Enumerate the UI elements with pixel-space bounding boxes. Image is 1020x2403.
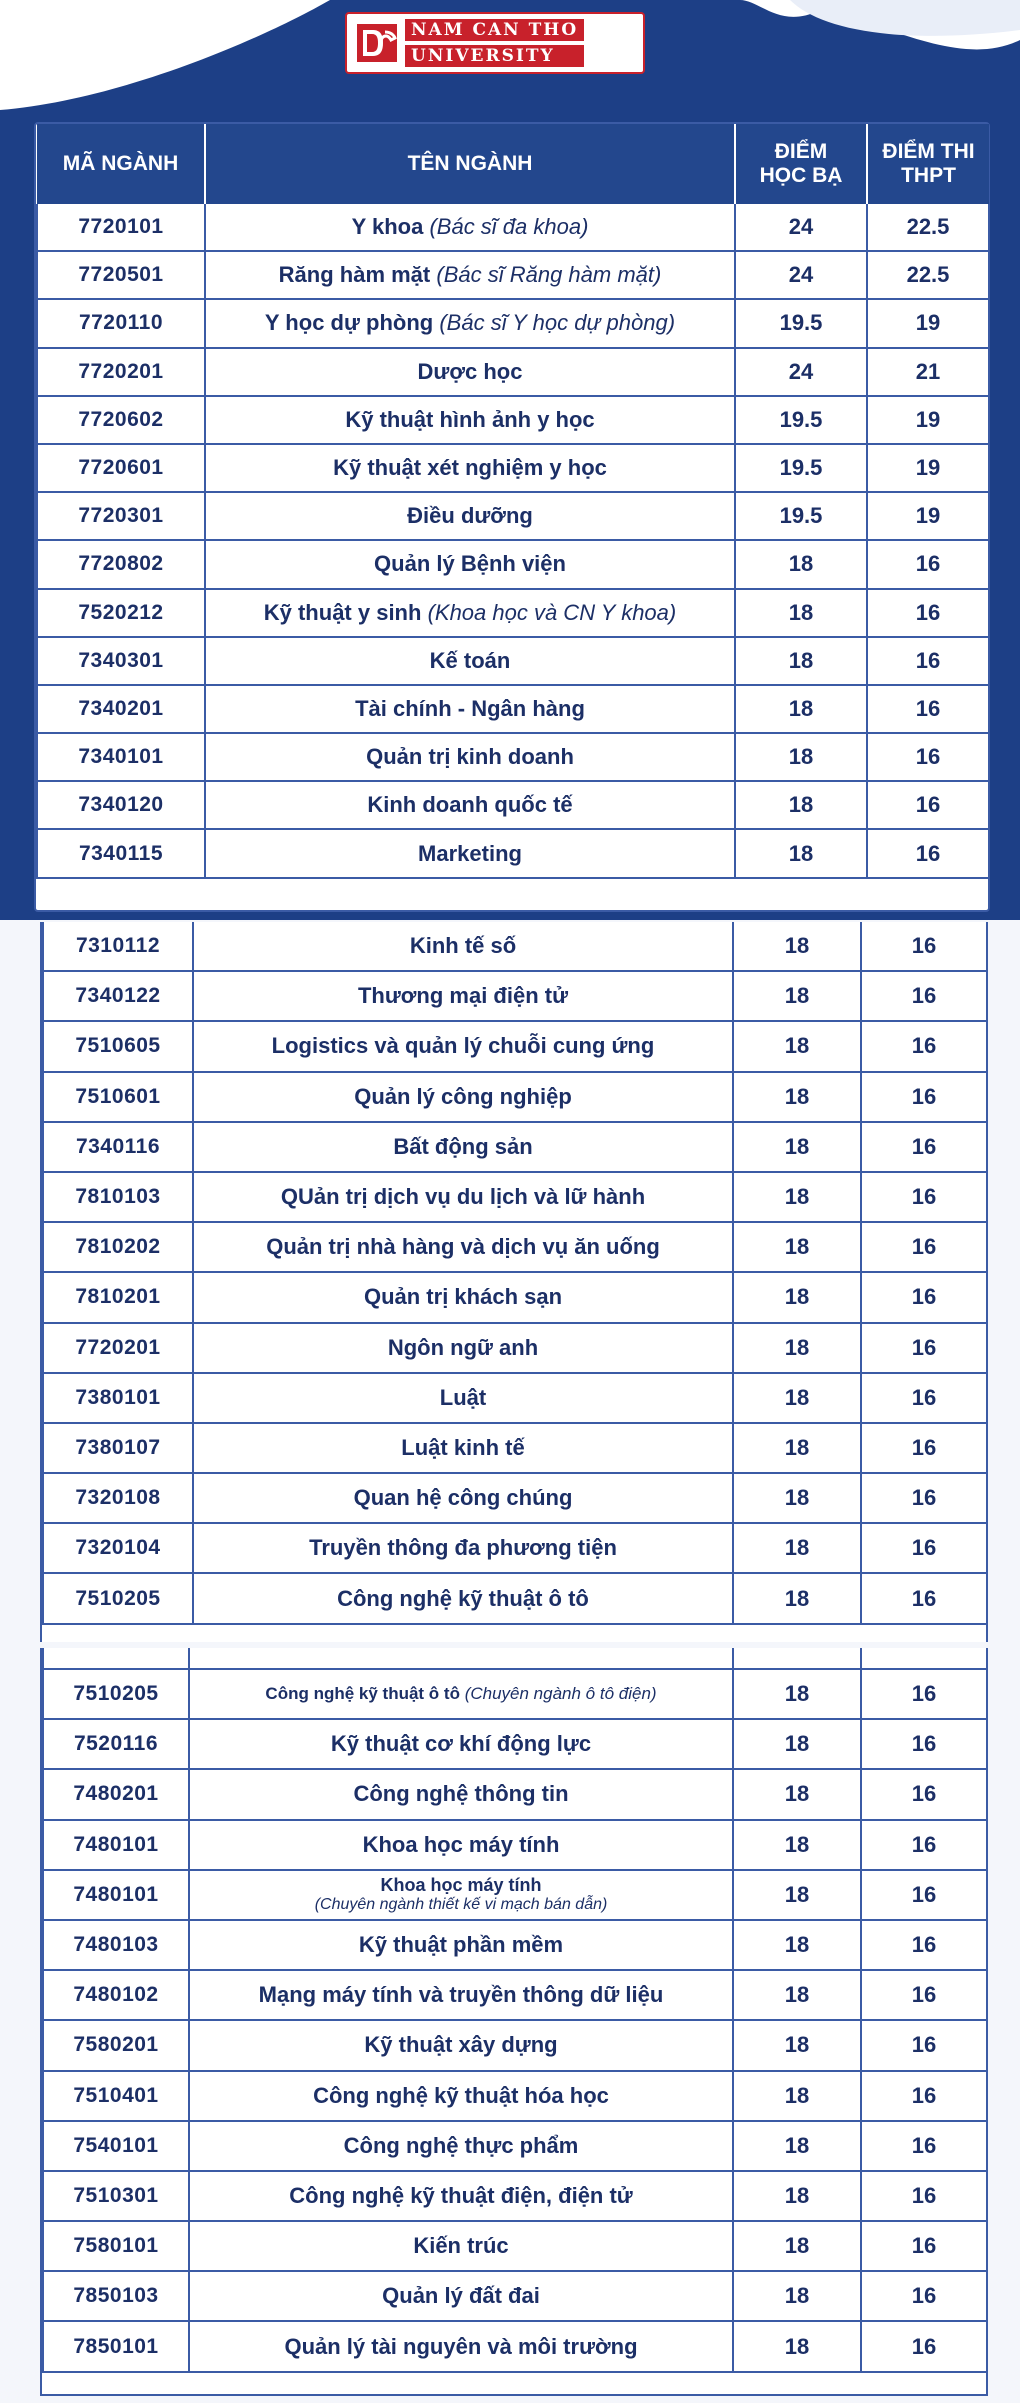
table-row (43, 2121, 987, 2171)
score-hocba: 18 (733, 1373, 861, 1423)
score-thpt: 16 (861, 1769, 987, 1819)
table-row (43, 1122, 987, 1172)
major-code: 7720601 (37, 444, 205, 492)
score-hocba: 18 (735, 781, 867, 829)
table-row (43, 1769, 987, 1819)
score-hocba: 24 (735, 204, 867, 251)
table-row (37, 733, 989, 781)
university-logo (345, 12, 645, 74)
score-thpt: 19 (867, 444, 989, 492)
score-thpt: 16 (867, 589, 989, 637)
major-name (193, 1323, 733, 1373)
score-thpt: 16 (861, 1820, 987, 1870)
spacer-cell (43, 1648, 189, 1669)
major-name-text: Quản lý đất đai (382, 2283, 540, 2309)
major-name (193, 1222, 733, 1272)
major-code: 7480101 (43, 1870, 189, 1920)
logo-line-2: UNIVERSITY (405, 45, 584, 67)
score-hocba: 18 (733, 2171, 861, 2221)
spacer-cell (861, 1648, 987, 1669)
score-hocba: 19.5 (735, 299, 867, 347)
major-name-note: (Chuyên ngành ô tô điện) (464, 1684, 657, 1704)
major-name (193, 1172, 733, 1222)
score-thpt: 16 (861, 2321, 987, 2371)
major-name-text: Quan hệ công chúng (353, 1485, 573, 1511)
major-code: 7480201 (43, 1769, 189, 1819)
score-thpt: 16 (861, 1669, 987, 1719)
score-thpt: 16 (867, 829, 989, 877)
table-row (43, 2221, 987, 2271)
major-name (205, 251, 735, 299)
table-row (43, 2020, 987, 2070)
table-row (43, 1669, 987, 1719)
score-hocba: 18 (733, 1719, 861, 1769)
score-hocba: 18 (733, 971, 861, 1021)
major-name (189, 2121, 733, 2171)
score-hocba: 18 (735, 637, 867, 685)
score-thpt: 19 (867, 396, 989, 444)
major-name-text: Mạng máy tính và truyền thông dữ liệu (258, 1982, 664, 2008)
major-name-text: Y khoa (351, 214, 424, 240)
major-code: 7340122 (43, 971, 193, 1021)
major-name-text: Y học dự phòng (264, 310, 434, 336)
major-code: 7720501 (37, 251, 205, 299)
major-name (189, 1719, 733, 1769)
major-code: 7380107 (43, 1423, 193, 1473)
table-row (37, 299, 989, 347)
major-name-text: Quản trị khách sạn (363, 1284, 563, 1310)
major-name-text: Quản lý tài nguyên và môi trường (284, 2333, 638, 2359)
score-hocba: 18 (733, 922, 861, 971)
score-thpt: 16 (867, 781, 989, 829)
major-code: 7340115 (37, 829, 205, 877)
major-name (205, 589, 735, 637)
score-thpt: 16 (861, 2071, 987, 2121)
score-thpt: 16 (861, 1323, 987, 1373)
table-spacer-row (43, 1648, 987, 1669)
logo-mark-icon (355, 20, 399, 66)
score-thpt: 16 (867, 685, 989, 733)
major-code: 7720110 (37, 299, 205, 347)
major-name (193, 922, 733, 971)
major-name-text: Kỹ thuật y sinh (263, 599, 422, 625)
score-thpt: 16 (861, 1222, 987, 1272)
major-code: 7720802 (37, 540, 205, 588)
major-name-text: Khoa học máy tính (380, 1874, 542, 1895)
logo-line-1: NAM CAN THO (405, 19, 584, 41)
major-name (189, 2171, 733, 2221)
table-row (43, 1820, 987, 1870)
major-name-note: (Bác sĩ Răng hàm mặt) (436, 262, 662, 288)
major-name (205, 540, 735, 588)
major-code: 7580201 (43, 2020, 189, 2070)
major-name (189, 1769, 733, 1819)
score-hocba: 18 (733, 1423, 861, 1473)
score-hocba: 18 (733, 1122, 861, 1172)
table-row (43, 1373, 987, 1423)
score-hocba: 19.5 (735, 492, 867, 540)
major-name-text: Thương mại điện tử (357, 983, 569, 1009)
major-name (205, 829, 735, 877)
table-row (37, 348, 989, 396)
table-row (43, 1970, 987, 2020)
major-code: 7520116 (43, 1719, 189, 1769)
table-row (43, 1172, 987, 1222)
major-name-text: Kỹ thuật phần mềm (358, 1932, 564, 1958)
score-hocba: 18 (735, 733, 867, 781)
major-name-text: Luật kinh tế (401, 1434, 525, 1460)
score-thpt: 16 (861, 1573, 987, 1623)
table-row (37, 492, 989, 540)
score-thpt: 19 (867, 299, 989, 347)
major-name (193, 1373, 733, 1423)
major-code: 7320104 (43, 1523, 193, 1573)
score-hocba: 18 (733, 1573, 861, 1623)
major-name-text: Công nghệ thông tin (353, 1781, 569, 1807)
major-code: 7510601 (43, 1072, 193, 1122)
major-code: 7720101 (37, 204, 205, 251)
major-code: 7340101 (37, 733, 205, 781)
score-thpt: 16 (861, 1719, 987, 1769)
major-code: 7850103 (43, 2271, 189, 2321)
major-name-text: Luật (439, 1384, 487, 1410)
score-hocba: 18 (733, 1523, 861, 1573)
score-thpt: 16 (861, 2171, 987, 2221)
major-name-text: Điều dưỡng (407, 503, 533, 529)
table-row (37, 829, 989, 877)
table-row (37, 589, 989, 637)
admission-table-3 (40, 1648, 988, 2396)
score-hocba: 18 (733, 1820, 861, 1870)
major-name-text: Kinh tế số (409, 933, 517, 959)
major-name-note: (Bác sĩ Y học dự phòng) (439, 310, 676, 336)
major-name-text: Marketing (418, 840, 522, 866)
major-code: 7510205 (43, 1573, 193, 1623)
score-hocba: 18 (733, 1222, 861, 1272)
major-name (189, 2020, 733, 2070)
major-name-text: Công nghệ kỹ thuật ô tô (337, 1585, 589, 1611)
major-name (189, 1669, 733, 1719)
major-code: 7340301 (37, 637, 205, 685)
major-name (205, 348, 735, 396)
major-name-text: Công nghệ kỹ thuật hóa học (313, 2082, 609, 2108)
major-name-text: Kiến trúc (413, 2233, 509, 2259)
major-name-text: Công nghệ kỹ thuật điện, điện tử (289, 2182, 633, 2208)
major-name (205, 299, 735, 347)
major-name (205, 204, 735, 251)
major-name-text: Khoa học máy tính (362, 1831, 560, 1857)
major-name (189, 2221, 733, 2271)
score-thpt: 16 (867, 637, 989, 685)
major-code: 7510401 (43, 2071, 189, 2121)
score-hocba: 18 (735, 589, 867, 637)
score-hocba: 18 (735, 685, 867, 733)
major-code: 7810103 (43, 1172, 193, 1222)
major-name-text: Kinh doanh quốc tế (367, 792, 573, 818)
header-name: TÊN NGÀNH (205, 124, 735, 204)
table-row (37, 685, 989, 733)
score-hocba: 24 (735, 251, 867, 299)
major-name-text: Kỹ thuật cơ khí động lực (330, 1731, 592, 1757)
major-name (189, 2321, 733, 2371)
major-code: 7720201 (43, 1323, 193, 1373)
major-code: 7340201 (37, 685, 205, 733)
score-thpt: 16 (861, 2020, 987, 2070)
major-code: 7340116 (43, 1122, 193, 1172)
score-thpt: 16 (861, 1272, 987, 1322)
major-code: 7320108 (43, 1473, 193, 1523)
major-name (205, 492, 735, 540)
table-row (43, 2321, 987, 2371)
major-code: 7520212 (37, 589, 205, 637)
major-name (189, 2271, 733, 2321)
score-thpt: 16 (861, 1920, 987, 1970)
major-name-text: Truyền thông đa phương tiện (309, 1535, 617, 1561)
major-name (205, 685, 735, 733)
score-hocba: 18 (735, 540, 867, 588)
table-row (37, 396, 989, 444)
major-name (193, 1072, 733, 1122)
admission-table-1 (34, 122, 990, 912)
table-row (43, 2071, 987, 2121)
major-name (189, 1870, 733, 1920)
score-hocba: 18 (733, 2221, 861, 2271)
score-hocba: 18 (733, 1970, 861, 2020)
table-row (43, 1272, 987, 1322)
table-row (43, 2271, 987, 2321)
score-thpt: 16 (861, 922, 987, 971)
score-hocba: 19.5 (735, 444, 867, 492)
table-row (43, 922, 987, 971)
score-hocba: 18 (733, 1323, 861, 1373)
table-row (43, 1222, 987, 1272)
score-thpt: 16 (861, 1970, 987, 2020)
major-code: 7480102 (43, 1970, 189, 2020)
major-name-text: Răng hàm mặt (278, 262, 431, 288)
score-thpt: 16 (861, 2121, 987, 2171)
major-name (193, 1473, 733, 1523)
table-row (43, 1573, 987, 1623)
score-thpt: 16 (861, 1870, 987, 1920)
table-row (37, 251, 989, 299)
major-code: 7810202 (43, 1222, 193, 1272)
major-name-text: Kỹ thuật xét nghiệm y học (333, 455, 607, 481)
major-name (193, 1272, 733, 1322)
score-thpt: 16 (861, 1021, 987, 1071)
major-name-text: Công nghệ thực phẩm (343, 2132, 579, 2158)
major-name (189, 1920, 733, 1970)
major-name (193, 1573, 733, 1623)
major-name (193, 1021, 733, 1071)
major-name-text: Kế toán (429, 647, 511, 673)
major-code: 7380101 (43, 1373, 193, 1423)
score-thpt: 16 (861, 1072, 987, 1122)
score-thpt: 16 (861, 1172, 987, 1222)
major-code: 7720602 (37, 396, 205, 444)
score-thpt: 16 (867, 540, 989, 588)
score-thpt: 22.5 (867, 204, 989, 251)
admission-table-2 (40, 922, 988, 1642)
score-hocba: 18 (733, 1072, 861, 1122)
major-name (193, 1523, 733, 1573)
major-code: 7510205 (43, 1669, 189, 1719)
score-hocba: 24 (735, 348, 867, 396)
score-hocba: 18 (733, 1769, 861, 1819)
major-name (193, 1122, 733, 1172)
score-hocba: 18 (735, 829, 867, 877)
header-thpt: ĐIỂM THI THPT (867, 124, 989, 204)
table-row (37, 204, 989, 251)
score-hocba: 18 (733, 1920, 861, 1970)
table-header-row (37, 124, 989, 204)
score-hocba: 18 (733, 1669, 861, 1719)
score-hocba: 18 (733, 1473, 861, 1523)
score-hocba: 18 (733, 2121, 861, 2171)
table-row (43, 1920, 987, 1970)
score-thpt: 19 (867, 492, 989, 540)
table-row (37, 781, 989, 829)
major-name-text: Logistics và quản lý chuỗi cung ứng (271, 1033, 655, 1059)
score-hocba: 18 (733, 1870, 861, 1920)
score-hocba: 18 (733, 2020, 861, 2070)
table-row (43, 971, 987, 1021)
major-code: 7480103 (43, 1920, 189, 1970)
major-name-text: Quản trị nhà hàng và dịch vụ ăn uống (266, 1234, 660, 1260)
major-code: 7540101 (43, 2121, 189, 2171)
score-thpt: 16 (867, 733, 989, 781)
major-name (189, 2071, 733, 2121)
score-hocba: 19.5 (735, 396, 867, 444)
major-name-text: QUản trị dịch vụ du lịch và lữ hành (280, 1184, 646, 1210)
major-name-note: (Khoa học và CN Y khoa) (427, 599, 677, 625)
score-thpt: 16 (861, 1122, 987, 1172)
major-name (189, 1970, 733, 2020)
major-code: 7720201 (37, 348, 205, 396)
major-code: 7480101 (43, 1820, 189, 1870)
table-row (43, 1423, 987, 1473)
table-row (37, 637, 989, 685)
table-row (43, 2171, 987, 2221)
major-name-text: Tài chính - Ngân hàng (355, 695, 585, 721)
table-row (43, 1323, 987, 1373)
score-thpt: 16 (861, 2221, 987, 2271)
major-name-text: Ngôn ngữ anh (387, 1334, 539, 1360)
spacer-cell (733, 1648, 861, 1669)
table-row (43, 1021, 987, 1071)
major-code: 7720301 (37, 492, 205, 540)
major-code: 7340120 (37, 781, 205, 829)
major-name-text: Bất động sản (393, 1133, 533, 1159)
table-row (43, 1870, 987, 1920)
major-name (193, 971, 733, 1021)
score-hocba: 18 (733, 1172, 861, 1222)
major-name-text: Kỹ thuật hình ảnh y học (345, 406, 595, 432)
major-name-text: Quản lý Bệnh viện (374, 551, 566, 577)
score-thpt: 16 (861, 1473, 987, 1523)
score-thpt: 16 (861, 971, 987, 1021)
header-code: MÃ NGÀNH (37, 124, 205, 204)
major-name-note: (Chuyên ngành thiết kế vi mạch bán dẫn) (314, 1895, 608, 1913)
major-name (193, 1423, 733, 1473)
major-code: 7310112 (43, 922, 193, 971)
table-row (37, 444, 989, 492)
major-name-note: (Bác sĩ đa khoa) (429, 214, 589, 240)
major-name-text: Quản lý công nghiệp (354, 1083, 572, 1109)
score-thpt: 21 (867, 348, 989, 396)
major-name-text: Kỹ thuật xây dựng (364, 2032, 558, 2058)
score-hocba: 18 (733, 2071, 861, 2121)
major-code: 7850101 (43, 2321, 189, 2371)
score-thpt: 22.5 (867, 251, 989, 299)
score-hocba: 18 (733, 2271, 861, 2321)
score-hocba: 18 (733, 1272, 861, 1322)
major-name (205, 637, 735, 685)
table-row (43, 1719, 987, 1769)
major-name (205, 733, 735, 781)
major-code: 7580101 (43, 2221, 189, 2271)
header-hocba: ĐIỂM HỌC BẠ (735, 124, 867, 204)
table-row (43, 1473, 987, 1523)
table-row (37, 540, 989, 588)
score-thpt: 16 (861, 1523, 987, 1573)
major-name-text: Công nghệ kỹ thuật ô tô (265, 1684, 460, 1704)
table-row (43, 1523, 987, 1573)
major-code: 7510301 (43, 2171, 189, 2221)
spacer-cell (189, 1648, 733, 1669)
score-hocba: 18 (733, 2321, 861, 2371)
score-hocba: 18 (733, 1021, 861, 1071)
major-code: 7810201 (43, 1272, 193, 1322)
major-code: 7510605 (43, 1021, 193, 1071)
major-name (205, 444, 735, 492)
major-name-text: Quản trị kinh doanh (366, 744, 574, 770)
major-name (189, 1820, 733, 1870)
logo-text (405, 17, 584, 69)
score-thpt: 16 (861, 1373, 987, 1423)
score-thpt: 16 (861, 2271, 987, 2321)
score-thpt: 16 (861, 1423, 987, 1473)
major-name (205, 781, 735, 829)
major-name (205, 396, 735, 444)
table-row (43, 1072, 987, 1122)
major-name-text: Dược học (417, 358, 523, 384)
